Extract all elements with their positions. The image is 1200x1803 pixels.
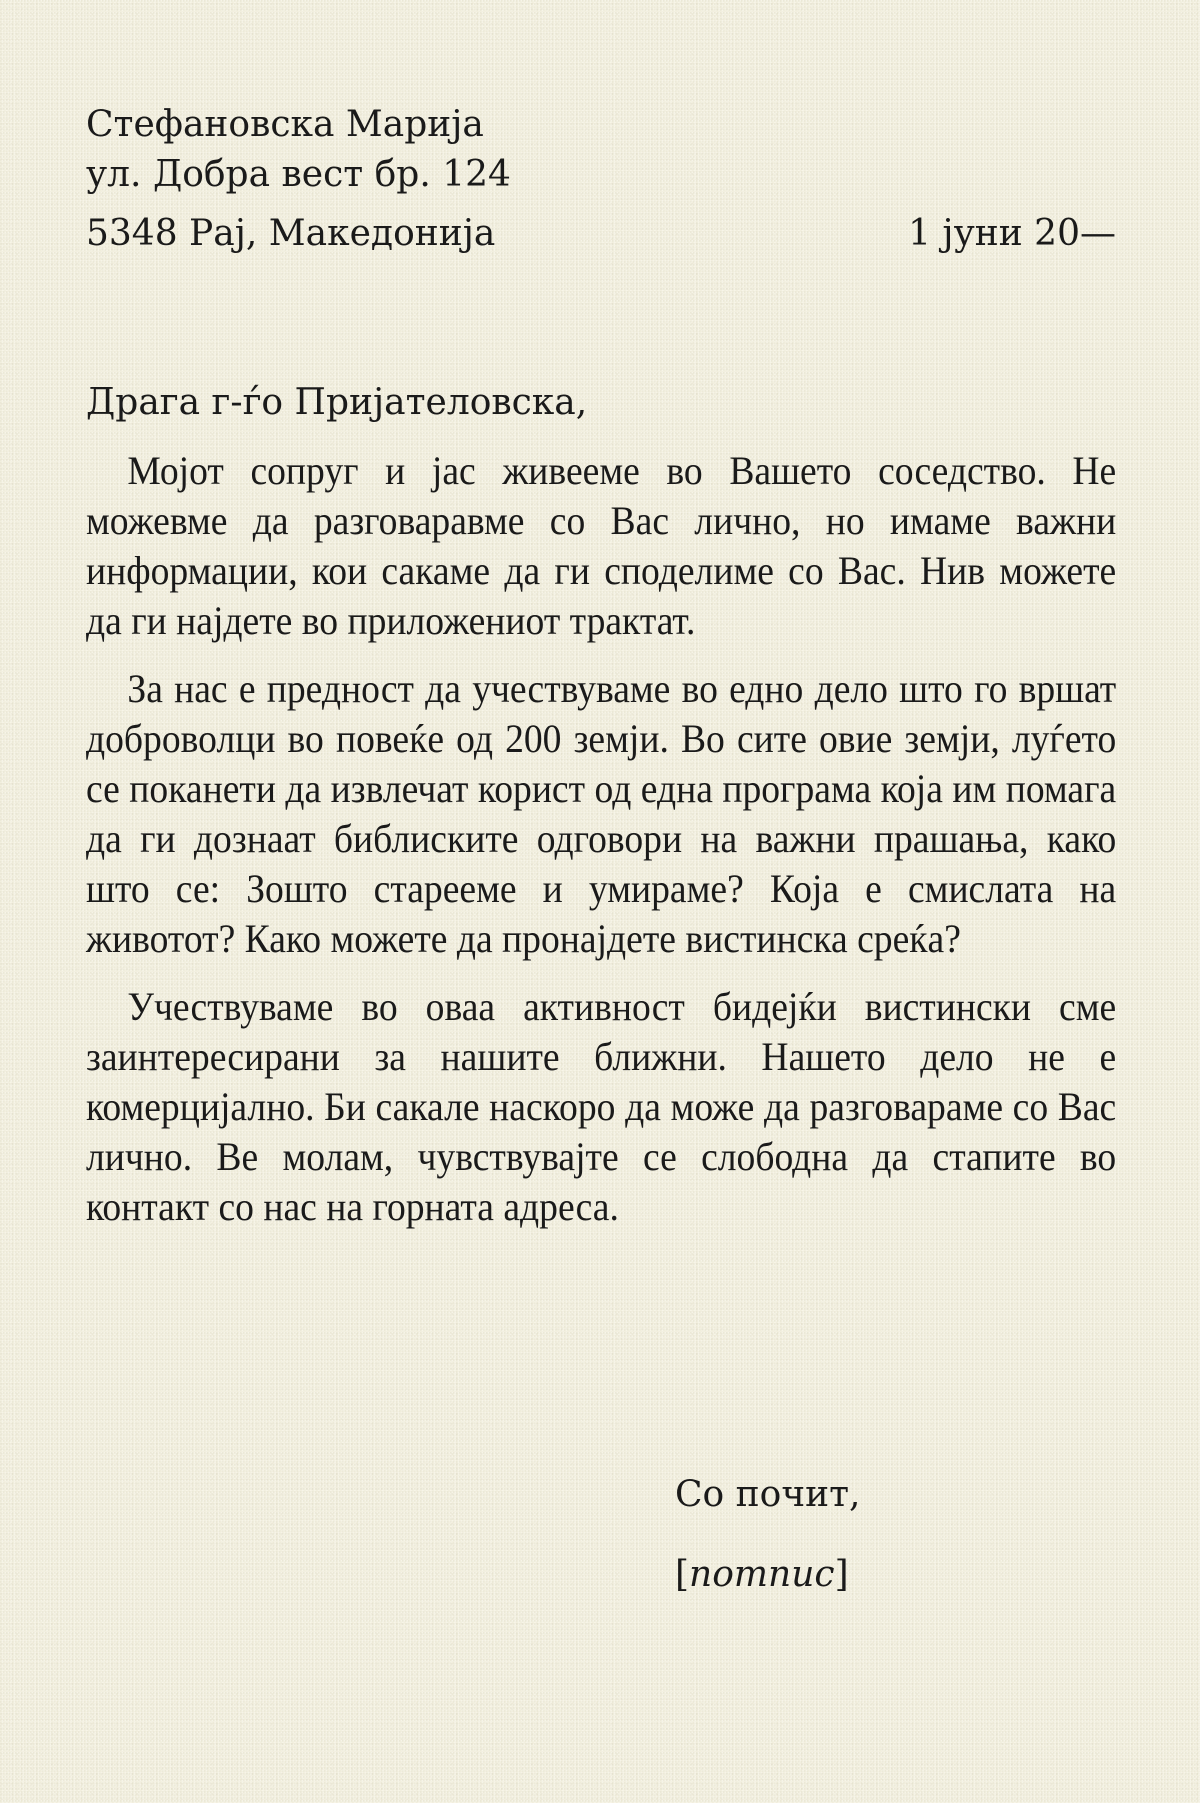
sender-city-country: 5348 Рај, Македонија (86, 213, 496, 254)
sender-street: ул. Добра вест бр. 124 (86, 154, 511, 195)
closing: Со почит, (675, 1474, 861, 1515)
signature-open-bracket: [ (675, 1554, 690, 1595)
signature-label: потпис (689, 1554, 835, 1595)
salutation: Драга г-ѓо Пријателовска, (86, 382, 588, 423)
signature-placeholder (675, 1550, 849, 1600)
body-paragraph-1: Мојот сопруг и јас живееме во Вашето соседство. Не можевме да разговаравме со Вас лично, но имаме важни информации, кои сакаме да ги споделиме со Вас. Нив можете да ги најдете во приложениот трактат. (86, 448, 1117, 643)
letter-date: 1 јуни 20— (908, 213, 1116, 254)
sender-name: Стефановска Марија (86, 104, 484, 145)
city-date-row (86, 209, 1116, 259)
body-paragraph-3: Учествуваме во оваа активност бидејќи вистински сме заинтересирани за нашите ближни. Нашето дело не е комерцијално. Би сакале наскоро да може да разговараме со Вас лично. Ве молам, чувствувајте се слободна да стапите во контакт со нас на горната адреса. (86, 984, 1117, 1229)
signature-close-bracket: ] (834, 1554, 849, 1595)
body-paragraph-2: За нас е предност да учествуваме во едно дело што го вршат доброволци во повеќе од 200 земји. Во сите овие земји, луѓето се поканети да извлечат корист од една програма која им помага да ги дознаат библиските одговори на важни прашања, како што се: Зошто старееме и умираме? Која е смислата на животот? Како можете да пронајдете вистинска среќа? (86, 666, 1117, 961)
letter-body (86, 446, 1116, 1250)
sender-address-block (86, 100, 1116, 259)
